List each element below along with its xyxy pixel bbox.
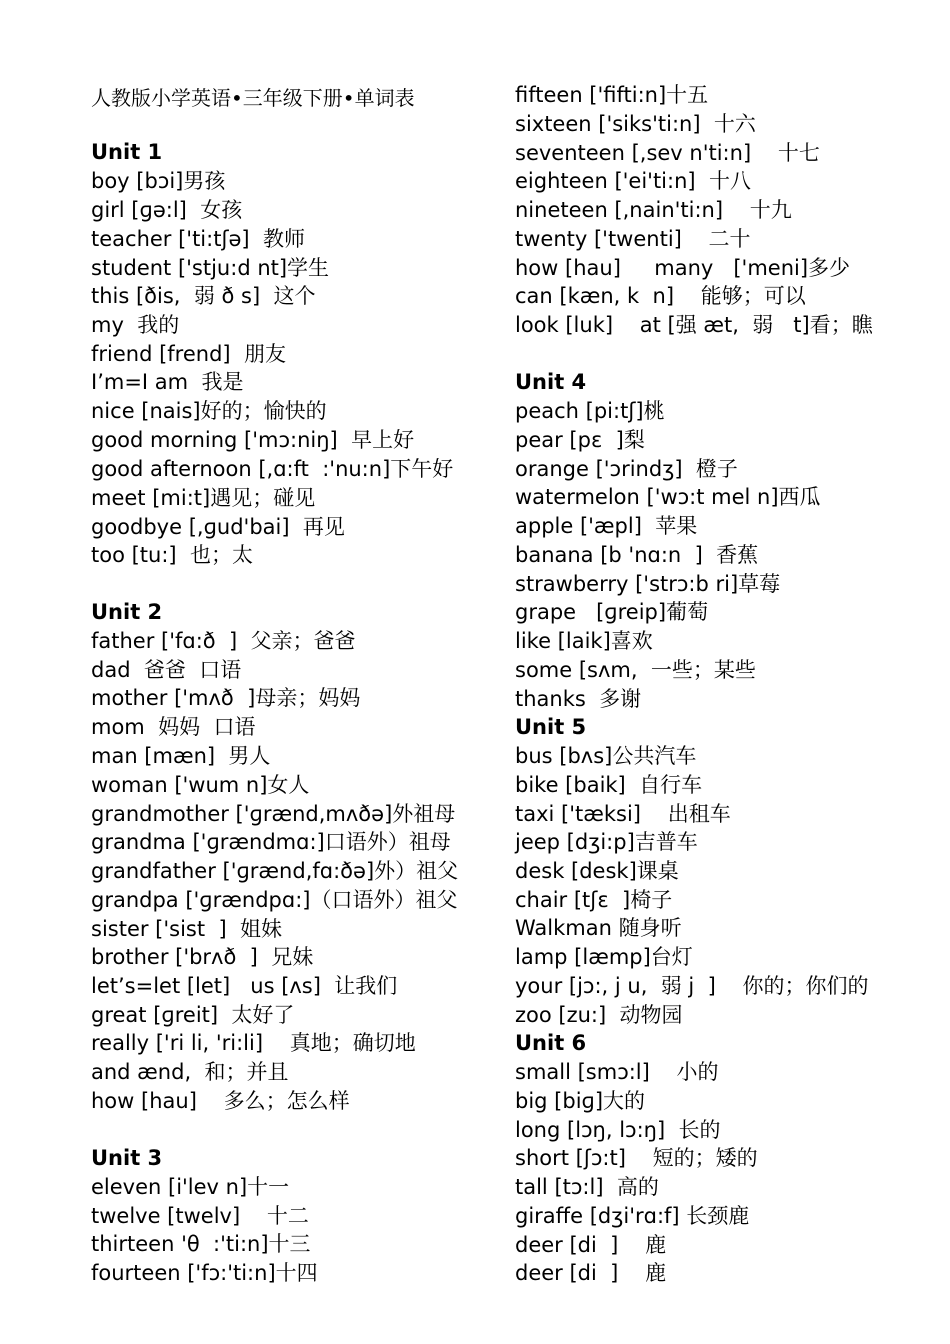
vocab-entry: taxi ['tæksi] 出租车 — [515, 802, 731, 826]
vocab-entry: eleven [i'lev n]十一 — [91, 1175, 290, 1199]
vocab-entry: nice [nais]好的；愉快的 — [91, 399, 327, 423]
vocab-entry: eighteen ['ei'ti:n] 十八 — [515, 169, 751, 193]
vocab-entry: bike [baik] 自行车 — [515, 773, 703, 797]
vocab-entry: friend [frend] 朋友 — [91, 342, 286, 366]
vocab-entry: woman ['wum n]女人 — [91, 773, 310, 797]
unit-heading: Unit 5 — [515, 715, 587, 739]
vocab-entry: banana [b 'nɑ:n ] 香蕉 — [515, 543, 759, 567]
unit-heading: Unit 4 — [515, 370, 587, 394]
unit-heading: Unit 1 — [91, 140, 163, 164]
vocab-entry: how [hau] many ['meni]多少 — [515, 256, 851, 280]
vocab-entry: thirteen 'θ :'ti:n]十三 — [91, 1232, 311, 1256]
vocab-entry: good morning ['mɔ:niŋ] 早上好 — [91, 428, 415, 452]
vocab-entry: desk [desk]课桌 — [515, 859, 679, 883]
vocab-entry: bus [bʌs]公共汽车 — [515, 744, 697, 768]
page-title: 人教版小学英语•三年级下册•单词表 — [91, 86, 415, 110]
vocab-entry: look [luk] at [强 æt, 弱 t]看；瞧 — [515, 313, 873, 337]
vocab-entry: I’m=I am 我是 — [91, 370, 244, 394]
vocab-entry: this [ðis, 弱 ð s] 这个 — [91, 284, 316, 308]
vocab-entry: mom 妈妈 口语 — [91, 715, 256, 739]
vocab-entry: let’s=let [let] us [ʌs] 让我们 — [91, 974, 398, 998]
vocab-entry: my 我的 — [91, 313, 180, 337]
vocab-entry: grandmother ['ɡrænd,mʌðə]外祖母 — [91, 802, 456, 826]
vocab-entry: twelve [twelv] 十二 — [91, 1204, 309, 1228]
vocab-entry: man [mæn] 男人 — [91, 744, 271, 768]
vocab-entry: father ['fɑ:ð ] 父亲；爸爸 — [91, 629, 356, 653]
vocab-entry: and ænd, 和；并且 — [91, 1060, 289, 1084]
vocab-entry: boy [bɔi]男孩 — [91, 169, 226, 193]
vocab-entry: tall [tɔ:l] 高的 — [515, 1175, 659, 1199]
vocab-entry: zoo [zu:] 动物园 — [515, 1003, 683, 1027]
vocab-entry: dad 爸爸 口语 — [91, 658, 242, 682]
vocab-entry: seventeen [,sev n'ti:n] 十七 — [515, 141, 820, 165]
vocab-entry: nineteen [,nain'ti:n] 十九 — [515, 198, 792, 222]
vocab-entry: goodbye [,ɡud'bai] 再见 — [91, 515, 345, 539]
vocab-entry: grandfather ['ɡrænd,fɑ:ðə]外）祖父 — [91, 859, 459, 883]
vocab-entry: apple ['æpl] 苹果 — [515, 514, 698, 538]
vocab-entry: meet [mi:t]遇见；碰见 — [91, 486, 316, 510]
vocab-entry: deer [di ] 鹿 — [515, 1261, 667, 1285]
vocab-entry: thanks 多谢 — [515, 687, 642, 711]
vocab-entry: brother ['brʌð ] 兄妹 — [91, 945, 314, 969]
vocab-entry: teacher ['ti:tʃə] 教师 — [91, 227, 305, 251]
vocab-entry: girl [ɡə:l] 女孩 — [91, 198, 243, 222]
vocab-entry: pear [pɛ ]梨 — [515, 428, 645, 452]
vocab-entry: long [lɔŋ, lɔ:ŋ] 长的 — [515, 1118, 721, 1142]
vocab-entry: mother ['mʌð ]母亲；妈妈 — [91, 686, 361, 710]
vocab-entry: sister ['sist ] 姐妹 — [91, 917, 282, 941]
vocab-entry: watermelon ['wɔ:t mel n]西瓜 — [515, 485, 821, 509]
vocab-entry: good afternoon [,ɑ:ft :'nu:n]下午好 — [91, 457, 454, 481]
vocab-entry: giraffe [dʒi'rɑ:f] 长颈鹿 — [515, 1204, 750, 1228]
vocab-entry: chair [tʃɛ ]椅子 — [515, 888, 673, 912]
vocab-entry: how [hau] 多么；怎么样 — [91, 1089, 350, 1113]
vocab-entry: sixteen ['siks'ti:n] 十六 — [515, 112, 756, 136]
unit-heading: Unit 6 — [515, 1031, 587, 1055]
vocab-entry: student ['stju:d nt]学生 — [91, 256, 330, 280]
vocab-entry: big [biɡ]大的 — [515, 1089, 646, 1113]
vocab-entry: really ['ri li, 'ri:li] 真地；确切地 — [91, 1031, 416, 1055]
unit-heading: Unit 3 — [91, 1146, 163, 1170]
vocab-entry: grandma ['ɡrændmɑ:]口语外）祖母 — [91, 830, 451, 854]
vocab-entry: lamp [læmp]台灯 — [515, 945, 693, 969]
vocab-entry: great [ɡreit] 太好了 — [91, 1003, 295, 1027]
vocab-entry: twenty ['twenti] 二十 — [515, 227, 751, 251]
vocab-entry: strawberry ['strɔ:b ri]草莓 — [515, 572, 781, 596]
vocab-entry: can [kæn, k n] 能够；可以 — [515, 284, 806, 308]
vocab-entry: your [jɔ:, j u, 弱 j ] 你的；你们的 — [515, 974, 869, 998]
vocab-entry: Walkman 随身听 — [515, 916, 682, 940]
vocab-entry: some [sʌm, 一些；某些 — [515, 658, 756, 682]
vocab-entry: small [smɔ:l] 小的 — [515, 1060, 719, 1084]
vocab-entry: grape [ɡreip]葡萄 — [515, 600, 709, 624]
vocab-entry: grandpa ['ɡrændpɑ:]（口语外）祖父 — [91, 888, 458, 912]
vocab-entry: fourteen ['fɔ:'ti:n]十四 — [91, 1261, 318, 1285]
unit-heading: Unit 2 — [91, 600, 163, 624]
vocab-entry: orange ['ɔrindʒ] 橙子 — [515, 457, 738, 481]
vocab-entry: too [tu:] 也；太 — [91, 543, 253, 567]
vocab-entry: short [ʃɔ:t] 短的；矮的 — [515, 1146, 758, 1170]
vocab-entry: like [laik]喜欢 — [515, 629, 653, 653]
vocab-entry: deer [di ] 鹿 — [515, 1233, 667, 1257]
vocab-entry: jeep [dʒi:p]吉普车 — [515, 830, 698, 854]
vocab-entry: fifteen ['fifti:n]十五 — [515, 83, 709, 107]
vocab-entry: peach [pi:tʃ]桃 — [515, 399, 665, 423]
